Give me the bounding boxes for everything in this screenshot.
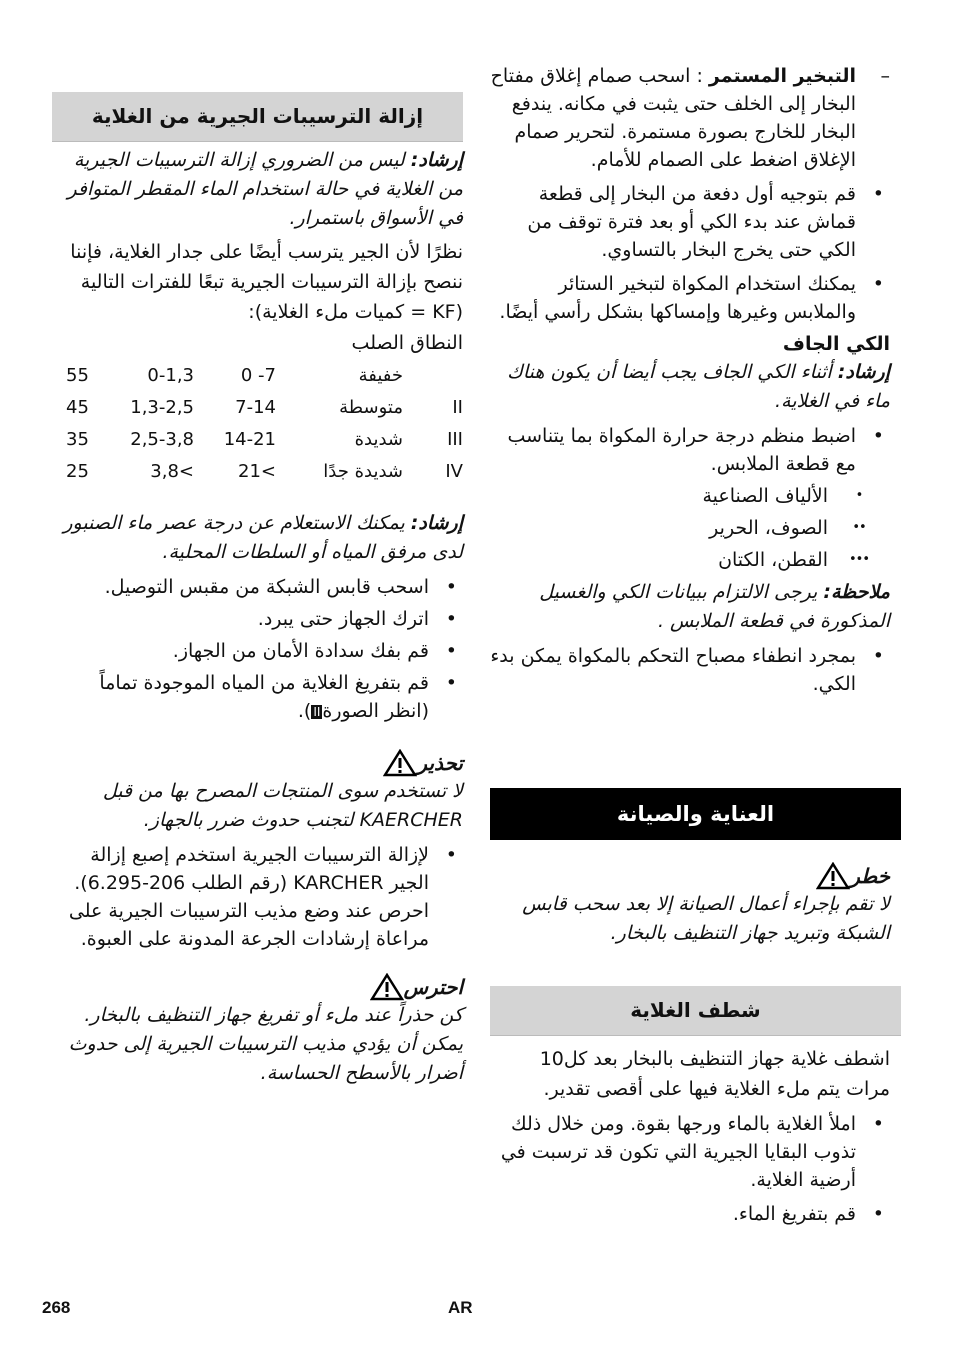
hint-text: يمكنك الاستعلام عن درجة عصر ماء الصنبور لدى مرفق المياه أو السلطات المحلية. [63, 512, 463, 563]
table-row: 35 2,5-3,8 14-21 شديدة III [66, 428, 463, 450]
descaling-intro: نظرًا لأن الجير يترسب أيضًا على جدار الغلاية، فإننا ننصح بإزالة الترسيبات الجيرية تبعًا للفترات التالية (KF = كميات ملء الغلاية): [70, 241, 463, 323]
warning-triangle-icon [383, 749, 417, 777]
danger-label: خطر [850, 864, 890, 888]
temp-dots-icon: •• [852, 520, 866, 535]
bullet-curtains: • يمكنك استخدام المكواة لتبخير الستائر والملابس وغيرها وإمساكها بشكل رأسي أيضًا. [490, 270, 890, 326]
bullet-control-lamp: • بمجرد انطفاء مصباح التحكم بالمكواة يمكن بدء الكي. [490, 642, 890, 698]
bullet-unplug: • اسحب قابس الشبكة من مقبس التوصيل. [52, 573, 463, 601]
left-column [52, 92, 463, 1088]
care-section-header: العناية والصيانة [490, 788, 901, 840]
bullet-empty-boiler: • قم بتفريغ الغلاية من المياه الموجودة تماماً (انظر الصورةII). [52, 669, 463, 725]
warning-triangle-icon [370, 973, 404, 1001]
danger-text: لا تقم بإجراء أعمال الصيانة إلا بعد سحب قابس الشبكة وتبريد جهاز التنظيف بالبخار. [522, 893, 890, 944]
warning-label: تحذير [417, 751, 463, 775]
table-row: 55 0-1,3 0 -7 خفيفة [66, 364, 403, 386]
caution-label: احترس [403, 975, 463, 999]
hint-label: إرشاد: [410, 149, 463, 171]
danger-block [490, 862, 890, 948]
figure-ref-icon: II [313, 704, 321, 719]
dry-hint-label: إرشاد: [837, 361, 890, 383]
page-number: 268 [42, 1298, 71, 1317]
flush-section-header: شطف الغلاية [490, 986, 901, 1036]
right-column [490, 62, 890, 1225]
dry-hint-text: أثناء الكي الجاف يجب أيضا أن يكون هناك ماء في الغلاية. [507, 361, 890, 412]
bullet-descaler: • لإزالة الترسيبات الجيرية استخدم إصبع إزالة الجير KARCHER (رقم الطلب 206-6.295). احرص عند وضع مذيب الترسيبات الجيرية على مراعاة إرشادات الجرعة المدونة على العبوة. [52, 841, 463, 953]
hint-label: إرشاد: [410, 512, 463, 534]
temp-dots-icon: • [855, 488, 863, 503]
steam-item [490, 62, 890, 174]
bullet-temperature: • اضبط منظم درجة حرارة المكواة بما يتناسب مع قطعة الملابس. [490, 422, 890, 478]
descaling-section-header: إزالة الترسيبات الجيرية من الغلاية [52, 92, 463, 142]
caution-block [52, 973, 463, 1088]
warning-triangle-icon [816, 862, 850, 890]
fabric-list [490, 480, 890, 576]
flush-block [490, 1044, 890, 1228]
fabric-item: • الألياف الصناعية [490, 480, 890, 512]
note-label: ملاحظة: [823, 581, 890, 603]
dry-hint [490, 358, 890, 416]
flush-text: اشطف غلاية جهاز التنظيف بالبخار بعد كل10 مرات يتم ملء الغلاية فيها على أقصى تقدير. [539, 1048, 890, 1100]
steam-text: : اسحب صمام إغلاق مفتاح البخار إلى الخلف حتى يثبت في مكانه. يندفع البخار للخارج بصورة مستمرة. لتحرير صمام الإغلاق اضغط على الصمام للأمام. [490, 65, 856, 171]
temp-dots-icon: ••• [848, 552, 869, 567]
dry-ironing-title: الكي الجاف [782, 333, 890, 355]
note [490, 578, 890, 636]
bullet-safety-cap: • قم بفك سدادة الأمان من الجهاز. [52, 637, 463, 665]
hint-text: ليس من الضروري إزالة الترسيبات الجيرية من الغلاية في حالة استخدام الماء المقطر المتوافر في الأسواق باستمرار. [67, 149, 463, 229]
note-text: يرجى الالتزام ببيانات الكي والغسيل المذكورة في قطعة الملابس . [539, 581, 890, 632]
table-row: 45 1,3-2,5 7-14 متوسطة II [66, 396, 463, 418]
bullet-empty-water: • قم بتفريغ الماء. [490, 1200, 890, 1228]
bullet-fill-shake: • املأ الغلاية بالماء ورجها بقوة. ومن خلال ذلك تذوب البقايا الجيرية التي تكون قد ترسبت في أرضية الغلاية. [490, 1110, 890, 1194]
hint-water-hardness [52, 509, 463, 567]
hardness-range-label: النطاق الصلب [351, 332, 463, 354]
language-code: AR [448, 1298, 473, 1317]
caution-heading [52, 973, 463, 1001]
warning-block [52, 749, 463, 835]
table-row: 25 3,8< 21< شديدة جدًا IV [66, 460, 463, 482]
hardness-table [52, 359, 463, 487]
fabric-item: •• الصوف، الحرير [490, 512, 890, 544]
bullet-cool-down: • اترك الجهاز حتى يبرد. [52, 605, 463, 633]
fabric-item: ••• القطن، الكتان [490, 544, 890, 576]
warning-heading [52, 749, 463, 777]
hint-distilled [52, 146, 463, 233]
danger-heading [490, 862, 890, 890]
warning-text: لا تستخدم سوى المنتجات المصرح بها من قبل KAERCHER لتجنب حدوث ضرر بالجهاز. [102, 780, 463, 831]
bullet-first-steam: • قم بتوجيه أول دفعة من البخار إلى قطعة قماش عند بدء الكي أو بعد فترة توقف من الكي حتى يخرج البخار بالتساوي. [490, 180, 890, 264]
steam-label: التبخير المستمر [708, 65, 856, 87]
caution-text: كن حذراً عند ملء أو تفريغ جهاز التنظيف بالبخار. يمكن أن يؤدي مذيب الترسيبات الجيرية إلى حدوث أضرار بالأسطح الحساسة. [68, 1004, 463, 1084]
